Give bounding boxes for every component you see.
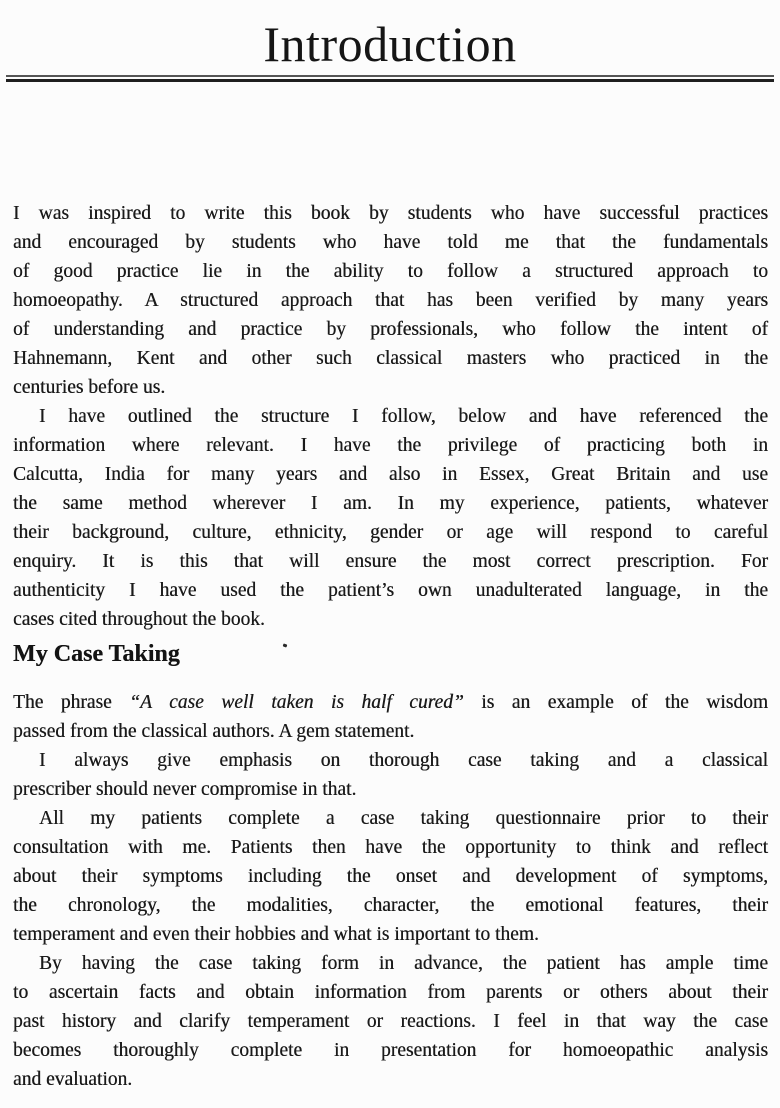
paragraph-questionnaire	[13, 804, 768, 1094]
paragraph-intro-1	[13, 199, 768, 402]
text-line: authenticity I have used the patient’s own unadulterated language, in the	[13, 580, 768, 601]
text-line: temperament and even their hobbies and what is important to them.	[13, 924, 539, 945]
text-line: I always give emphasis on thorough case taking and a classical	[39, 750, 768, 771]
text-line: homoeopathy. A structured approach that has been verified by many years	[13, 290, 768, 311]
text-line: By having the case taking form in advance, the patient has ample time	[39, 953, 768, 974]
text-line: cases cited throughout the book.	[13, 609, 265, 630]
text-segment: is an example of the wisdom	[463, 692, 768, 713]
text-line: their background, culture, ethnicity, gender or age will respond to careful	[13, 522, 768, 543]
paragraph-intro-2	[13, 402, 768, 634]
text-line	[13, 688, 768, 717]
section-heading-my-case-taking: My Case Taking	[13, 641, 180, 667]
body-text-column	[0, 199, 780, 1094]
text-line: I have outlined the structure I follow, below and have referenced the	[39, 406, 768, 427]
text-line: prescriber should never compromise in that.	[13, 779, 357, 800]
paragraph-case-quote	[13, 688, 768, 746]
text-line: enquiry. It is this that will ensure the most correct prescription. For	[13, 551, 768, 572]
text-line: and encouraged by students who have told me that the fundamentals	[13, 232, 768, 253]
text-line: passed from the classical authors. A gem statement.	[13, 721, 415, 742]
text-line: information where relevant. I have the privilege of practicing both in	[13, 435, 768, 456]
text-line: becomes thoroughly complete in presentation for homoeopathic analysis	[13, 1040, 768, 1061]
text-line: of understanding and practice by professionals, who follow the intent of	[13, 319, 768, 340]
text-line: centuries before us.	[13, 377, 166, 398]
text-line: and evaluation.	[13, 1069, 133, 1090]
text-line: past history and clarify temperament or reactions. I feel in that way the case	[13, 1011, 768, 1032]
page-title: Introduction	[263, 16, 517, 72]
text-line: All my patients complete a case taking questionnaire prior to their	[39, 808, 768, 829]
text-line: I was inspired to write this book by students who have successful practices	[13, 203, 768, 224]
text-line: to ascertain facts and obtain information from parents or others about their	[13, 982, 768, 1003]
text-line: Calcutta, India for many years and also in Essex, Great Britain and use	[13, 464, 768, 485]
title-rule	[6, 75, 774, 82]
text-line: the chronology, the modalities, character, the emotional features, their	[13, 895, 768, 916]
text-line: the same method wherever I am. In my experience, patients, whatever	[13, 493, 768, 514]
text-line: Hahnemann, Kent and other such classical masters who practiced in the	[13, 348, 768, 369]
paragraph-emphasis	[13, 746, 768, 804]
text-line: about their symptoms including the onset and development of symptoms,	[13, 866, 768, 887]
text-line: of good practice lie in the ability to follow a structured approach to	[13, 261, 768, 282]
italic-quote-segment: “A case well taken is half cured”	[129, 692, 464, 713]
text-line: consultation with me. Patients then have the opportunity to think and reflect	[13, 837, 768, 858]
text-segment: The phrase	[13, 692, 130, 713]
